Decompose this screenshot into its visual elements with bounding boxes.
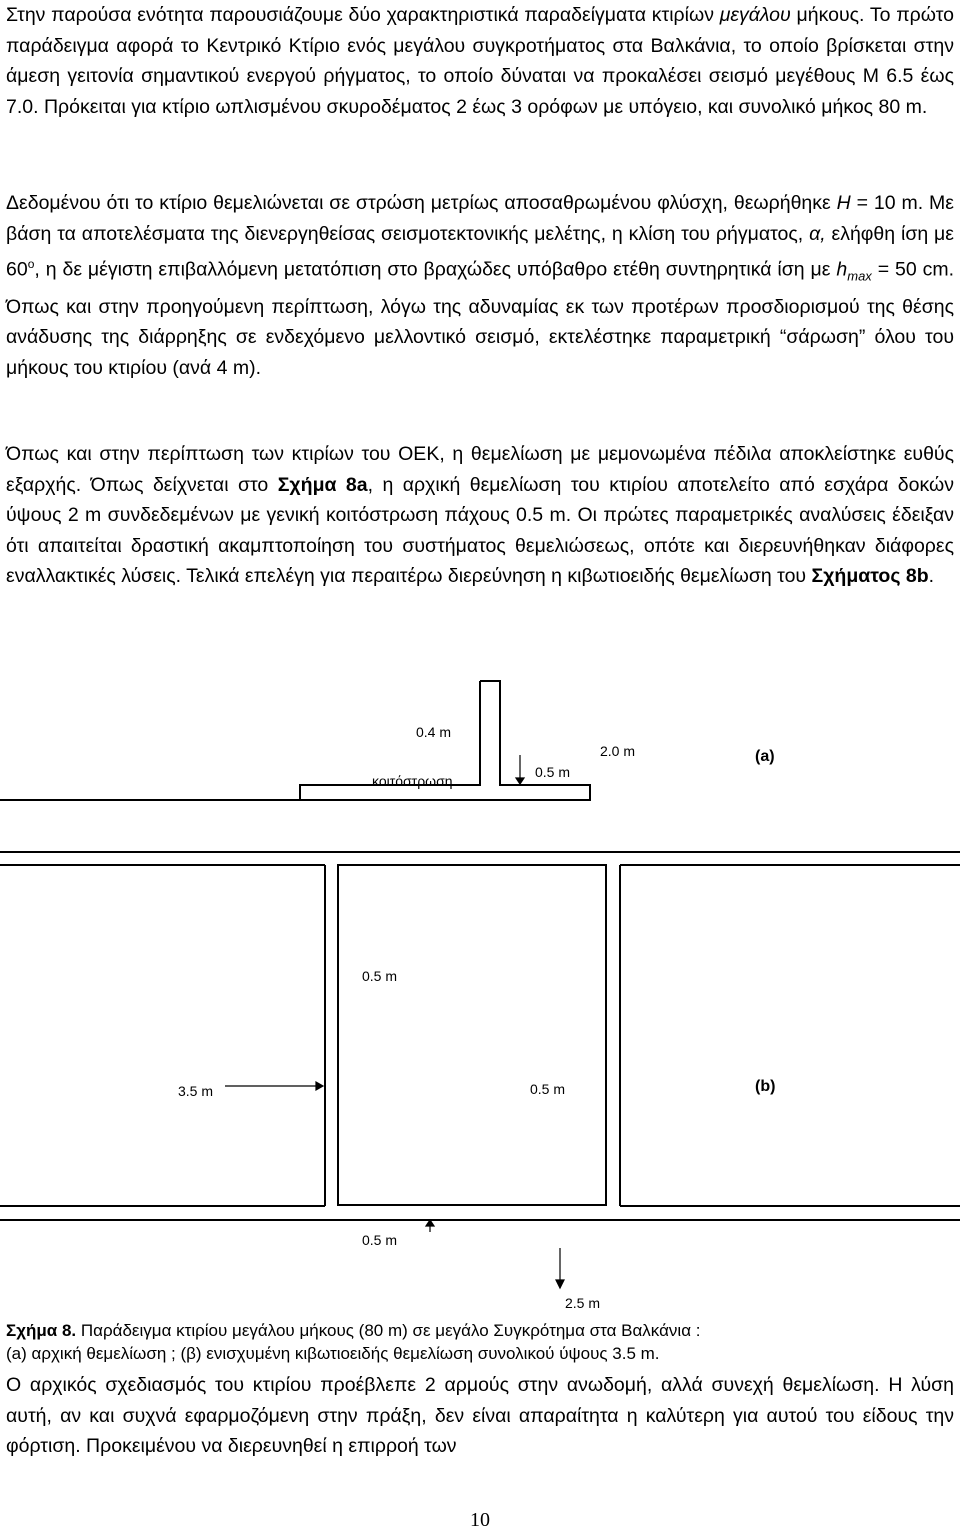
label-height-20: 2.0 m (600, 743, 636, 759)
diagram-a-dims (516, 755, 524, 784)
text-italic: μεγάλου (719, 4, 791, 26)
diagram-a (0, 681, 590, 800)
degree-sup: ο (27, 257, 35, 271)
text: Στην παρούσα ενότητα παρουσιάζουμε δύο χαρακτηριστικά παραδείγματα κτιρίων (6, 4, 720, 26)
diagram-b (0, 852, 960, 1220)
text: Όπως και στην περίπτωση των κτιρίων του ΟΕΚ, η θεμελίωση με μεμονωμένα πέδιλα αποκλείστηκε ευθύς εξαρχής. Όπως δείχνεται στο (6, 443, 954, 496)
label-width-04: 0.4 m (416, 724, 452, 740)
diagram-a-outline (0, 681, 590, 800)
text: = 50 cm. Όπως και στην προηγούμενη περίπτωση, λόγω της αδυναμίας εκ των προτέρων προσδιορισμού της θέσης ανάδυσης της διάρρηξης σε ενδεχόμενο μελλοντικό σεισμό, εκτελέστηκε παραμετρική “σάρωση” όλου του μήκους του κτιρίου (ανά 4 m). (6, 258, 955, 379)
paragraph-site-conditions (6, 188, 954, 383)
text: . (928, 565, 935, 587)
label-box-height: 3.5 m (178, 1083, 214, 1099)
paragraph-intro (6, 0, 954, 122)
variable-alpha: α, (809, 222, 826, 245)
label-box-width: 2.5 m (565, 1295, 601, 1311)
caption-label: Σχήμα 8. (6, 1321, 77, 1340)
caption-line2: (a) αρχική θεμελίωση ; (β) ενισχυμένη κιβωτιοειδής θεμελίωση συνολικού ύψους 3.5 m. (6, 1344, 660, 1363)
paragraph-foundation (6, 439, 954, 592)
subscript-max: max (847, 268, 872, 284)
text: Δεδομένου ότι το κτίριο θεμελιώνεται σε στρώση μετρίως αποσαθρωμένου φλύσχη, θεωρήθηκε (6, 192, 837, 214)
figure-ref-8a[interactable]: Σχήμα 8a (277, 473, 368, 496)
text: Ο αρχικός σχεδιασμός του κτιρίου προέβλεπε 2 αρμούς στην ανωδομή, αλλά συνεχή θεμελίωση. Η λύση αυτή, αν και συχνά εφαρμοζόμενη στην πράξη, δεν είναι απαραίτητα η καλύτερη για αυτού του είδους την φόρτιση. Προκειμένου να διερευνηθεί η επιρροή των (6, 1374, 954, 1457)
label-raft: κοιτόστρωση (372, 773, 453, 789)
figure-8 (0, 660, 960, 1320)
figure-caption (6, 1319, 700, 1365)
tag-b: (b) (755, 1078, 776, 1095)
arrow-05-head (516, 778, 524, 784)
variable-h: h (836, 258, 848, 281)
text: , η αρχική θεμελίωση του κτιρίου αποτελείτο από εσχάρα δοκών ύψους 2 m συνδεδεμένων με γενική κοιτόστρωση πάχους 0.5 m. Οι πρώτες παραμετρικές αναλύσεις έδειξαν ότι απαιτείται δραστική ακαμπτοποίηση του συστήματος θεμελιώσεως, οπότε και διερευνήθηκαν διάφορες εναλλακτικές λύσεις. Τελικά επελέγη για περαιτέρω διερεύνηση η κιβωτιοειδής θεμελίωση του (6, 473, 954, 587)
paragraph-design (6, 1370, 954, 1462)
text: ελήφθη ίση με 60 (6, 222, 954, 281)
arrow-wall-head (316, 1082, 323, 1090)
label-wall-thick: 0.5 m (530, 1081, 566, 1097)
arrow-width-head (556, 1280, 564, 1288)
variable-H: H (836, 192, 851, 214)
caption-line1: Παράδειγμα κτιρίου μεγάλου μήκους (80 m) σε μεγάλο Συγκρότημα στα Βαλκάνια : (76, 1321, 701, 1340)
figure-ref-8b[interactable]: Σχήματος 8b (811, 565, 929, 587)
page-number: 10 (470, 1509, 490, 1531)
label-thick-05: 0.5 m (535, 764, 571, 780)
text: = 10 m. Με βάση τα αποτελέσματα της διενεργηθείσας σεισμοτεκτονικής μελέτης, η κλίση του ρήγματος, (6, 192, 954, 245)
label-top-slab: 0.5 m (362, 968, 398, 984)
foundation-diagram (0, 660, 960, 1320)
tag-a: (a) (755, 748, 775, 765)
text: , η δε μέγιστη επιβαλλόμενη μετατόπιση στο βραχώδες υπόβαθρο ετέθη συντηρητικά ίση με (34, 258, 837, 281)
diagram-b-dims (225, 1082, 564, 1288)
box-cell (338, 865, 606, 1205)
label-bottom-slab: 0.5 m (362, 1232, 398, 1248)
text: μήκους. Το πρώτο παράδειγμα αφορά το Κεντρικό Κτίριο ενός μεγάλου συγκροτήματος στα Βαλκάνια, το οποίο βρίσκεται στην άμεση γειτονία σημαντικού ενεργού ρήγματος, το οποίο δύναται να προκαλέσει σεισμό μεγέθους Μ 6.5 έως 7.0. Πρόκειται για κτίριο ωπλισμένου σκυροδέματος 2 έως 3 ορόφων με υπόγειο, και συνολικό μήκος 80 m. (6, 4, 954, 118)
